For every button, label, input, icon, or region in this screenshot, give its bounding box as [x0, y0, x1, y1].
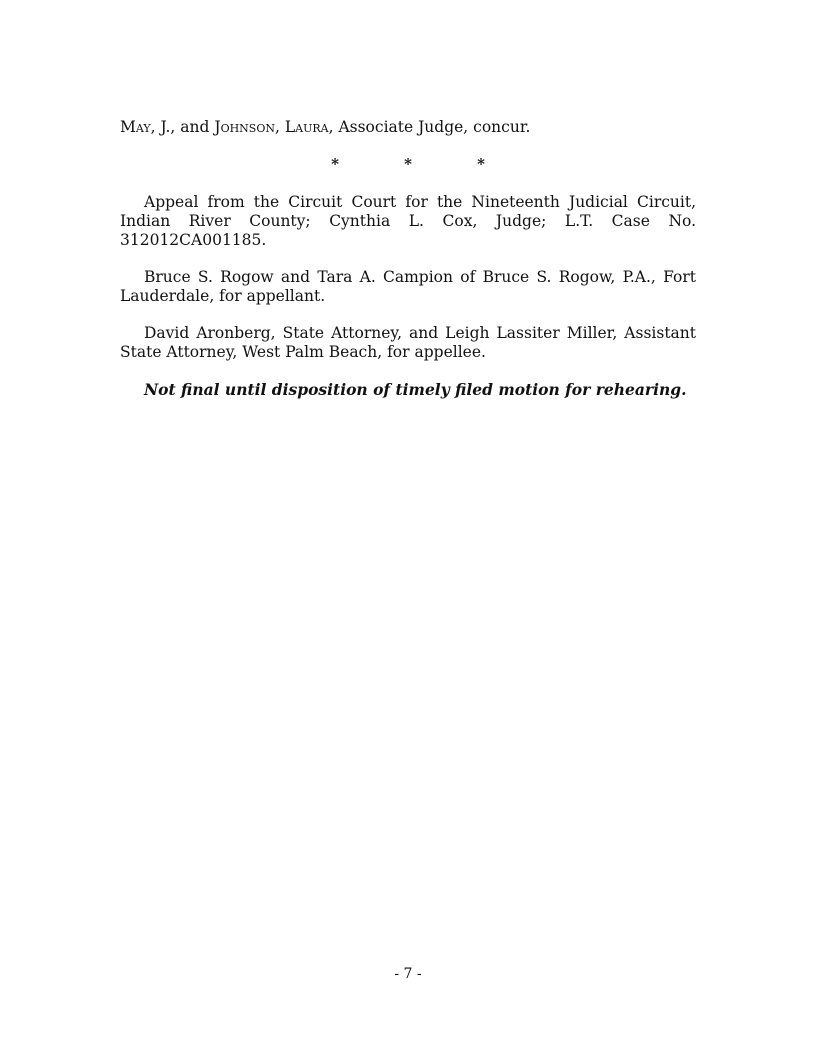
separator-star: *	[404, 155, 412, 173]
concurrence-line	[120, 118, 696, 137]
rehearing-notice: Not final until disposition of timely filed motion for rehearing.	[144, 380, 687, 399]
concurrence-suffix: , Associate Judge, concur.	[328, 118, 531, 136]
appellant-counsel-paragraph: Bruce S. Rogow and Tara A. Campion of Bruce S. Rogow, P.A., Fort Lauderdale, for appellant.	[120, 268, 696, 305]
document-body	[120, 118, 696, 399]
judge-may-suffix: , J., and	[150, 118, 215, 136]
separator-star: *	[477, 155, 485, 173]
judge-johnson-first-name: Laura	[284, 118, 329, 136]
appeal-info-paragraph: Appeal from the Circuit Court for the Nineteenth Judicial Circuit, Indian River County; Cynthia L. Cox, Judge; L.T. Case No. 312012CA001185.	[120, 193, 696, 249]
judge-johnson-name: Johnson	[214, 118, 275, 136]
section-separator	[120, 155, 696, 177]
separator-star: *	[331, 155, 339, 173]
appellee-counsel-paragraph: David Aronberg, State Attorney, and Leigh Lassiter Miller, Assistant State Attorney, West Palm Beach, for appellee.	[120, 324, 696, 361]
page-number: - 7 -	[394, 966, 422, 982]
judge-may-name: May	[120, 118, 151, 136]
judge-johnson-separator: ,	[275, 118, 285, 136]
